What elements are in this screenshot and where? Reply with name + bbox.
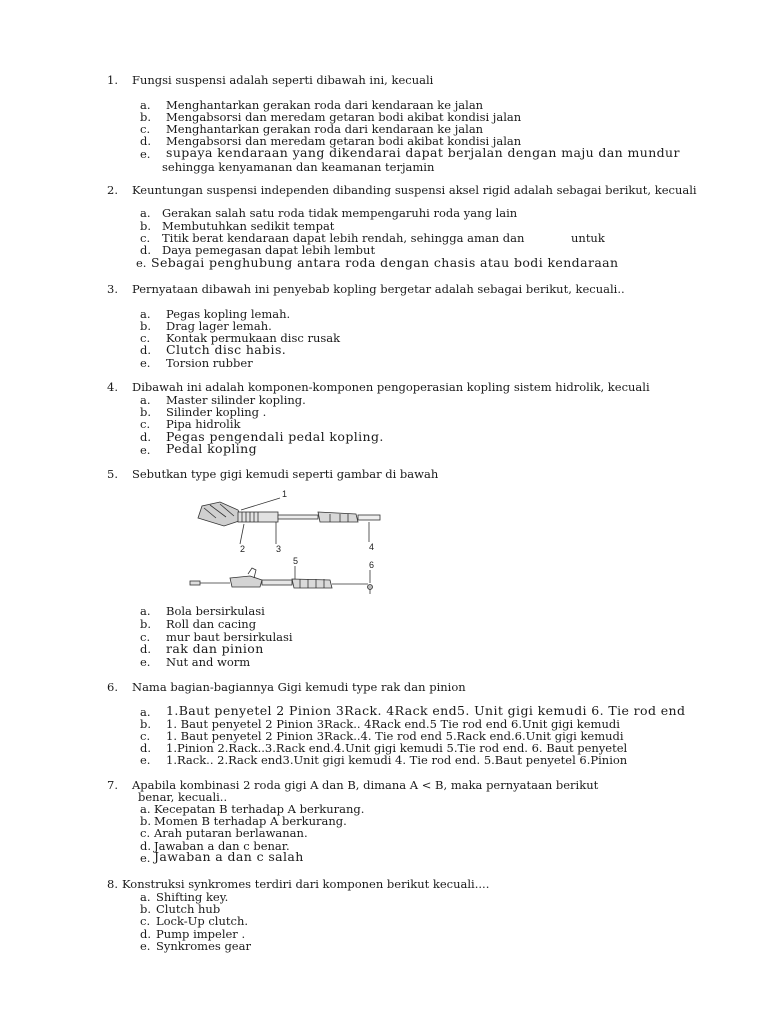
q4-option-c: Pipa hidrolik [166,417,241,431]
q5-option-a-letter: a. [140,604,151,618]
q5-option-e: Nut and worm [166,655,251,669]
figure-label-4: 4 [369,542,375,552]
q8-option-b: Clutch hub [156,902,221,916]
q2-option-c-letter: c. [140,231,151,245]
q7-option-d: Jawaban a dan c benar. [154,839,290,853]
q1-option-e: supaya kendaraan yang dikendarai dapat berjalan dengan maju dan mundur [166,145,680,160]
q2-option-a: Gerakan salah satu roda tidak mempengaruhi roda yang lain [162,206,518,220]
question-2-number: 2. [107,183,118,197]
question-6-text: Nama bagian-bagiannya Gigi kemudi type rak dan pinion [132,680,466,694]
q7-option-e-letter: e. [140,851,151,865]
question-3-text: Pernyataan dibawah ini penyebab kopling bergetar adalah sebagai berikut, kecuali.. [132,282,625,296]
question-4-text: Dibawah ini adalah komponen-komponen pengoperasian kopling sistem hidrolik, kecuali [132,380,650,394]
q8-option-c: Lock-Up clutch. [156,914,249,928]
q3-option-b: Drag lager lemah. [166,319,272,333]
q1-option-d-letter: d. [140,134,152,148]
question-7-text-continued: benar, kecuali.. [138,790,228,804]
q7-option-a: Kecepatan B terhadap A berkurang. [154,802,365,816]
q3-option-d-letter: d. [140,343,152,357]
figure-label-5: 5 [293,556,299,566]
q3-option-e: Torsion rubber [166,356,253,370]
q8-option-e: Synkromes gear [156,939,251,953]
q7-option-b: Momen B terhadap A berkurang. [154,814,347,828]
q2-option-b-letter: b. [140,219,152,233]
question-4-number: 4. [107,380,118,394]
q3-option-c-letter: c. [140,331,151,345]
question-8-text: Konstruksi synkromes terdiri dari komponen berikut kecuali.... [122,877,490,891]
q1-option-a: Menghantarkan gerakan roda dari kendaraan ke jalan [166,98,484,112]
q3-option-e-letter: e. [140,356,151,370]
figure-label-2: 2 [240,544,246,554]
question-1-text: Fungsi suspensi adalah seperti dibawah ini, kecuali [132,73,434,87]
q3-option-c: Kontak permukaan disc rusak [166,331,341,345]
question-7-text: Apabila kombinasi 2 roda gigi A dan B, dimana A < B, maka pernyataan berikut [132,778,599,792]
question-5-text: Sebutkan type gigi kemudi seperti gambar di bawah [132,467,439,481]
q2-option-b: Membutuhkan sedikit tempat [162,219,335,233]
q6-option-e: 1.Rack.. 2.Rack end3.Unit gigi kemudi 4. Tie rod end. 5.Baut penyetel 6.Pinion [166,753,628,767]
q4-option-c-letter: c. [140,417,151,431]
q2-option-e: Sebagai penghubung antara roda dengan chasis atau bodi kendaraan [151,255,619,270]
q6-option-d-letter: d. [140,741,152,755]
rack-and-pinion-diagram [180,488,390,608]
q5-option-d: rak dan pinion [166,641,264,656]
q1-option-c: Menghantarkan gerakan roda dari kendaraan ke jalan [166,122,484,136]
q3-option-a-letter: a. [140,307,151,321]
q3-option-b-letter: b. [140,319,152,333]
q7-option-c-letter: c. [140,826,151,840]
q1-option-d: Mengabsorsi dan meredam getaran bodi akibat kondisi jalan [166,134,522,148]
q6-option-a-letter: a. [140,705,151,719]
figure-label-6: 6 [369,560,375,570]
q2-option-d-letter: d. [140,243,152,257]
q5-option-e-letter: e. [140,655,151,669]
q1-option-e-letter: e. [140,147,151,161]
q8-option-d: Pump impeler . [156,927,246,941]
figure-label-1: 1 [282,489,288,499]
question-3-number: 3. [107,282,118,296]
q5-option-b-letter: b. [140,617,152,631]
q8-option-a: Shifting key. [156,890,229,904]
q1-option-c-letter: c. [140,122,151,136]
q7-option-e: Jawaban a dan c salah [154,849,304,864]
figure-label-3: 3 [276,544,282,554]
q4-option-b: Silinder kopling . [166,405,267,419]
steering-gear-lower-view [190,566,373,594]
question-6-number: 6. [107,680,118,694]
q4-option-b-letter: b. [140,405,152,419]
q7-option-d-letter: d. [140,839,152,853]
q5-option-b: Roll dan cacing [166,617,257,631]
question-5-number: 5. [107,467,118,481]
q8-option-e-letter: e. [140,939,151,953]
q5-option-d-letter: d. [140,642,152,656]
q2-option-e-letter: e. [136,256,147,270]
q7-option-b-letter: b. [140,814,152,828]
q2-option-c-untuk: untuk [571,231,605,245]
q8-option-b-letter: b. [140,902,152,916]
q5-option-c-letter: c. [140,630,151,644]
q6-option-c-letter: c. [140,729,151,743]
q4-option-d-letter: d. [140,430,152,444]
q6-option-e-letter: e. [140,753,151,767]
q3-option-d: Clutch disc habis. [166,342,287,357]
q3-option-a: Pegas kopling lemah. [166,307,291,321]
q2-option-a-letter: a. [140,206,151,220]
q6-option-c: 1. Baut penyetel 2 Pinion 3Rack..4. Tie rod end 5.Rack end.6.Unit gigi kemudi [166,729,624,743]
q6-option-b: 1. Baut penyetel 2 Pinion 3Rack.. 4Rack end.5 Tie rod end 6.Unit gigi kemudi [166,717,620,731]
q6-option-a: 1.Baut penyetel 2 Pinion 3Rack. 4Rack end5. Unit gigi kemudi 6. Tie rod end [166,703,686,718]
q2-option-d: Daya pemegasan dapat lebih lembut [162,243,376,257]
q8-option-d-letter: d. [140,927,152,941]
q8-option-a-letter: a. [140,890,151,904]
q4-option-a-letter: a. [140,393,151,407]
steering-gear-upper-view [198,498,380,544]
q2-option-c: Titik berat kendaraan dapat lebih rendah, sehingga aman dan [162,231,525,245]
q4-option-e: Pedal kopling [166,441,258,456]
question-2-text: Keuntungan suspensi independen dibanding suspensi aksel rigid adalah sebagai berikut, kecuali [132,183,697,197]
q5-option-a: Bola bersirkulasi [166,604,265,618]
q6-option-d: 1.Pinion 2.Rack..3.Rack end.4.Unit gigi kemudi 5.Tie rod end. 6. Baut penyetel [166,741,628,755]
question-7-number: 7. [107,778,118,792]
q8-option-c-letter: c. [140,914,151,928]
steering-gear-figure [180,488,390,608]
q1-option-a-letter: a. [140,98,151,112]
q4-option-e-letter: e. [140,443,151,457]
q1-option-b-letter: b. [140,110,152,124]
q4-option-a: Master silinder kopling. [166,393,306,407]
question-1-number: 1. [107,73,118,87]
q4-option-d: Pegas pengendali pedal kopling. [166,429,384,444]
question-8-number: 8. [107,877,118,891]
q7-option-c: Arah putaran berlawanan. [154,826,308,840]
q5-option-c: mur baut bersirkulasi [166,630,293,644]
q1-option-e-continued: sehingga kenyamanan dan keamanan terjamin [162,160,435,174]
q1-option-b: Mengabsorsi dan meredam getaran bodi akibat kondisi jalan [166,110,522,124]
q6-option-b-letter: b. [140,717,152,731]
q7-option-a-letter: a. [140,802,151,816]
